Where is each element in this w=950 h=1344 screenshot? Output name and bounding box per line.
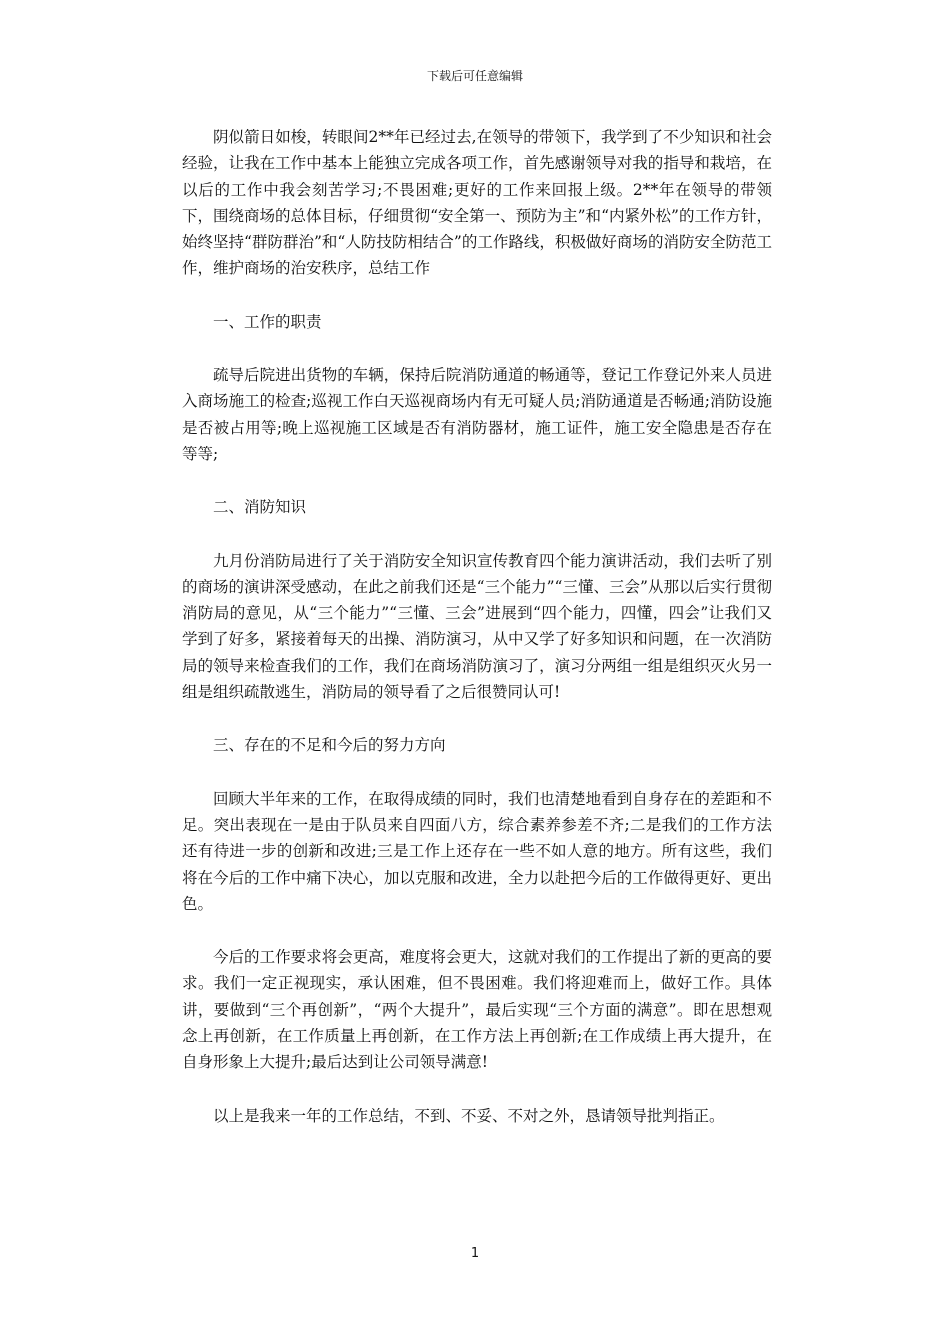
- intro-paragraph: 阴似箭日如梭，转眼间2**年已经过去,在领导的带领下，我学到了不少知识和社会经验，让我在工作中基本上能独立完成各项工作，首先感谢领导对我的指导和栽培，在以后的工作中我会刻苦学习;不畏困难;更好的工作来回报上级。2**年在领导的带领下，围绕商场的总体目标，仔细贯彻“安全第一、预防为主”和“内紧外松”的工作方针，始终坚持“群防群治”和“人防技防相结合”的工作路线，积极做好商场的消防安全防范工作，维护商场的治安秩序，总结工作: [182, 128, 772, 278]
- section-heading-shortcomings: 三、存在的不足和今后的努力方向: [213, 736, 446, 755]
- section-heading-fire-knowledge: 二、消防知识: [213, 498, 307, 517]
- page-header: 下载后可任意编辑: [426, 69, 523, 83]
- review-paragraph: 回顾大半年来的工作，在取得成绩的同时，我们也清楚地看到自身存在的差距和不足。突出表现在一是由于队员来自四面八方，综合素养参差不齐;二是我们的工作方法还有待进一步的创新和改进;三是工作上还存在一些不如人意的地方。所有这些，我们将在今后的工作中痛下决心，加以克服和改进，全力以赴把今后的工作做得更好、更出色。: [182, 789, 772, 913]
- requirements-paragraph: 今后的工作要求将会更高，难度将会更大，这就对我们的工作提出了新的更高的要求。我们一定正视现实，承认困难，但不畏困难。我们将迎难而上，做好工作。具体讲，要做到“三个再创新”，“两个大提升”，最后实现“三个方面的满意”。即在思想观念上再创新，在工作质量上再创新，在工作方法上再创新;在工作成绩上再大提升，在自身形象上大提升;最后达到让公司领导满意!: [182, 948, 772, 1072]
- duties-paragraph: 疏导后院进出货物的车辆，保持后院消防通道的畅通等，登记工作登记外来人员进入商场施工的检查;巡视工作白天巡视商场内有无可疑人员;消防通道是否畅通;消防设施是否被占用等;晚上巡视施工区域是否有消防器材，施工证件，施工安全隐患是否存在等等;: [182, 366, 772, 463]
- section-heading-duties: 一、工作的职责: [213, 312, 322, 331]
- fire-knowledge-paragraph: 九月份消防局进行了关于消防安全知识宣传教育四个能力演讲活动，我们去听了别的商场的演讲深受感动，在此之前我们还是“三个能力”“三懂、三会”从那以后实行贯彻消防局的意见，从“三个能力”“三懂、三会”进展到“四个能力，四懂，四会”让我们又学到了好多，紧接着每天的出操、消防演习，从中又学了好多知识和问题，在一次消防局的领导来检查我们的工作，我们在商场消防演习了，演习分两组一组是组织灭火另一组是组织疏散逃生，消防局的领导看了之后很赞同认可!: [182, 551, 772, 702]
- document-body: [182, 124, 772, 1156]
- closing-paragraph: 以上是我来一年的工作总结，不到、不妥、不对之外，恳请领导批判指正。: [213, 1106, 725, 1125]
- page-number: 1: [470, 1246, 480, 1261]
